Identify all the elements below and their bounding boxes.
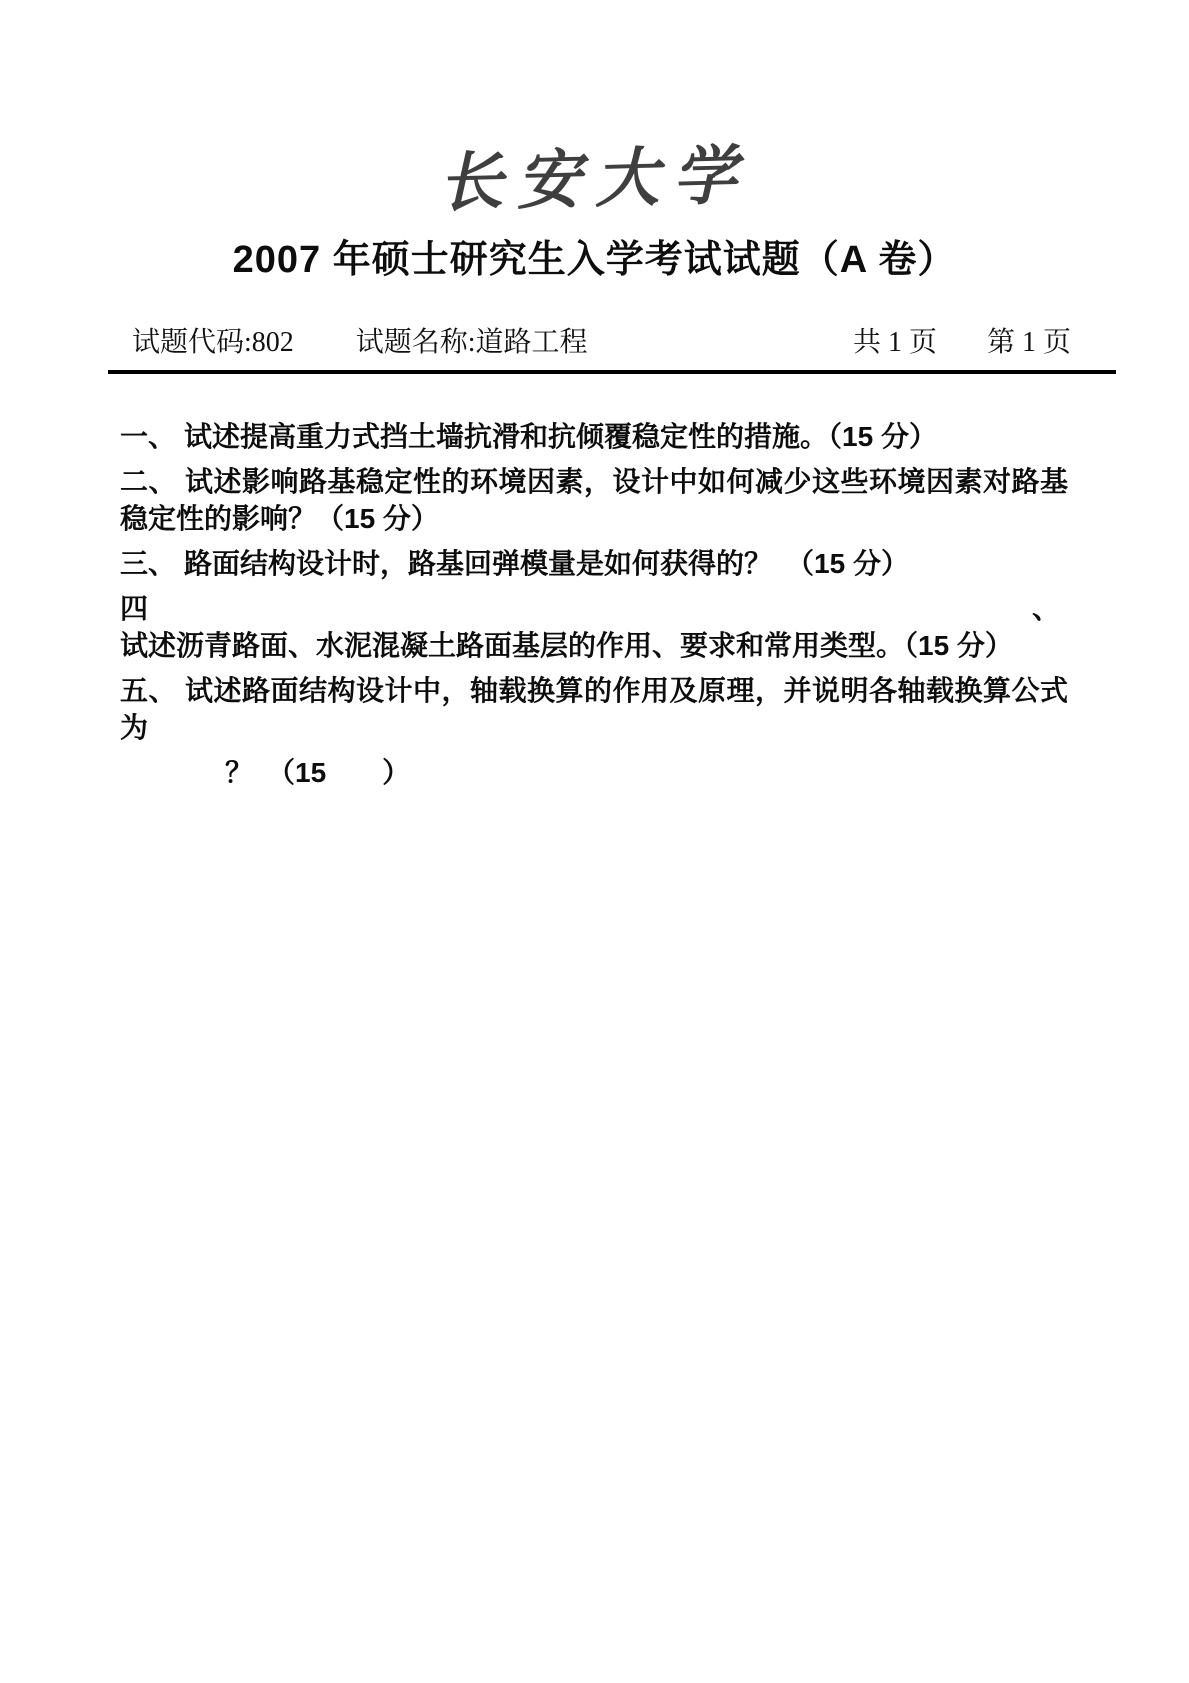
question-3 [120,545,1068,582]
question-3-text: 路面结构设计时，路基回弹模量是如何获得的？ （15 分） [184,548,909,579]
question-1 [120,418,1068,455]
question-2-text: 试述影响路基稳定性的环境因素，设计中如何减少这些环境因素对路基稳定性的影响？（15 分） [120,466,1068,534]
paper-info-header [108,320,1116,374]
question-1-number: 一、 [120,421,177,452]
exam-title: 2007 年硕士研究生入学考试试题（A 卷） [232,239,957,281]
subject-code: 试题代码:802 [132,327,294,358]
question-4-number: 四、 [120,593,1060,624]
question-5-continuation: ？ （15 ） [225,757,411,788]
university-logo-calligraphy: 长安大学 [437,137,752,222]
question-2 [120,463,1068,537]
question-1-text: 试述提高重力式挡土墙抗滑和抗倾覆稳定性的措施。（15 分） [184,421,937,452]
question-2-number: 二、 [120,466,177,497]
question-list [120,418,1068,799]
question-4 [120,590,1068,664]
total-pages: 共 1 页 [852,327,937,358]
page-number: 第 1 页 [986,327,1071,358]
question-4-text: 试述沥青路面、水泥混凝土路面基层的作用、要求和常用类型。（15 分） [120,630,1013,661]
question-3-number: 三、 [120,548,177,579]
question-5 [120,672,1068,746]
question-5-text: 试述路面结构设计中，轴载换算的作用及原理，并说明各轴载换算公式为 [120,675,1068,743]
question-5-number: 五、 [120,675,177,706]
subject-name: 试题名称:道路工程 [355,327,588,358]
